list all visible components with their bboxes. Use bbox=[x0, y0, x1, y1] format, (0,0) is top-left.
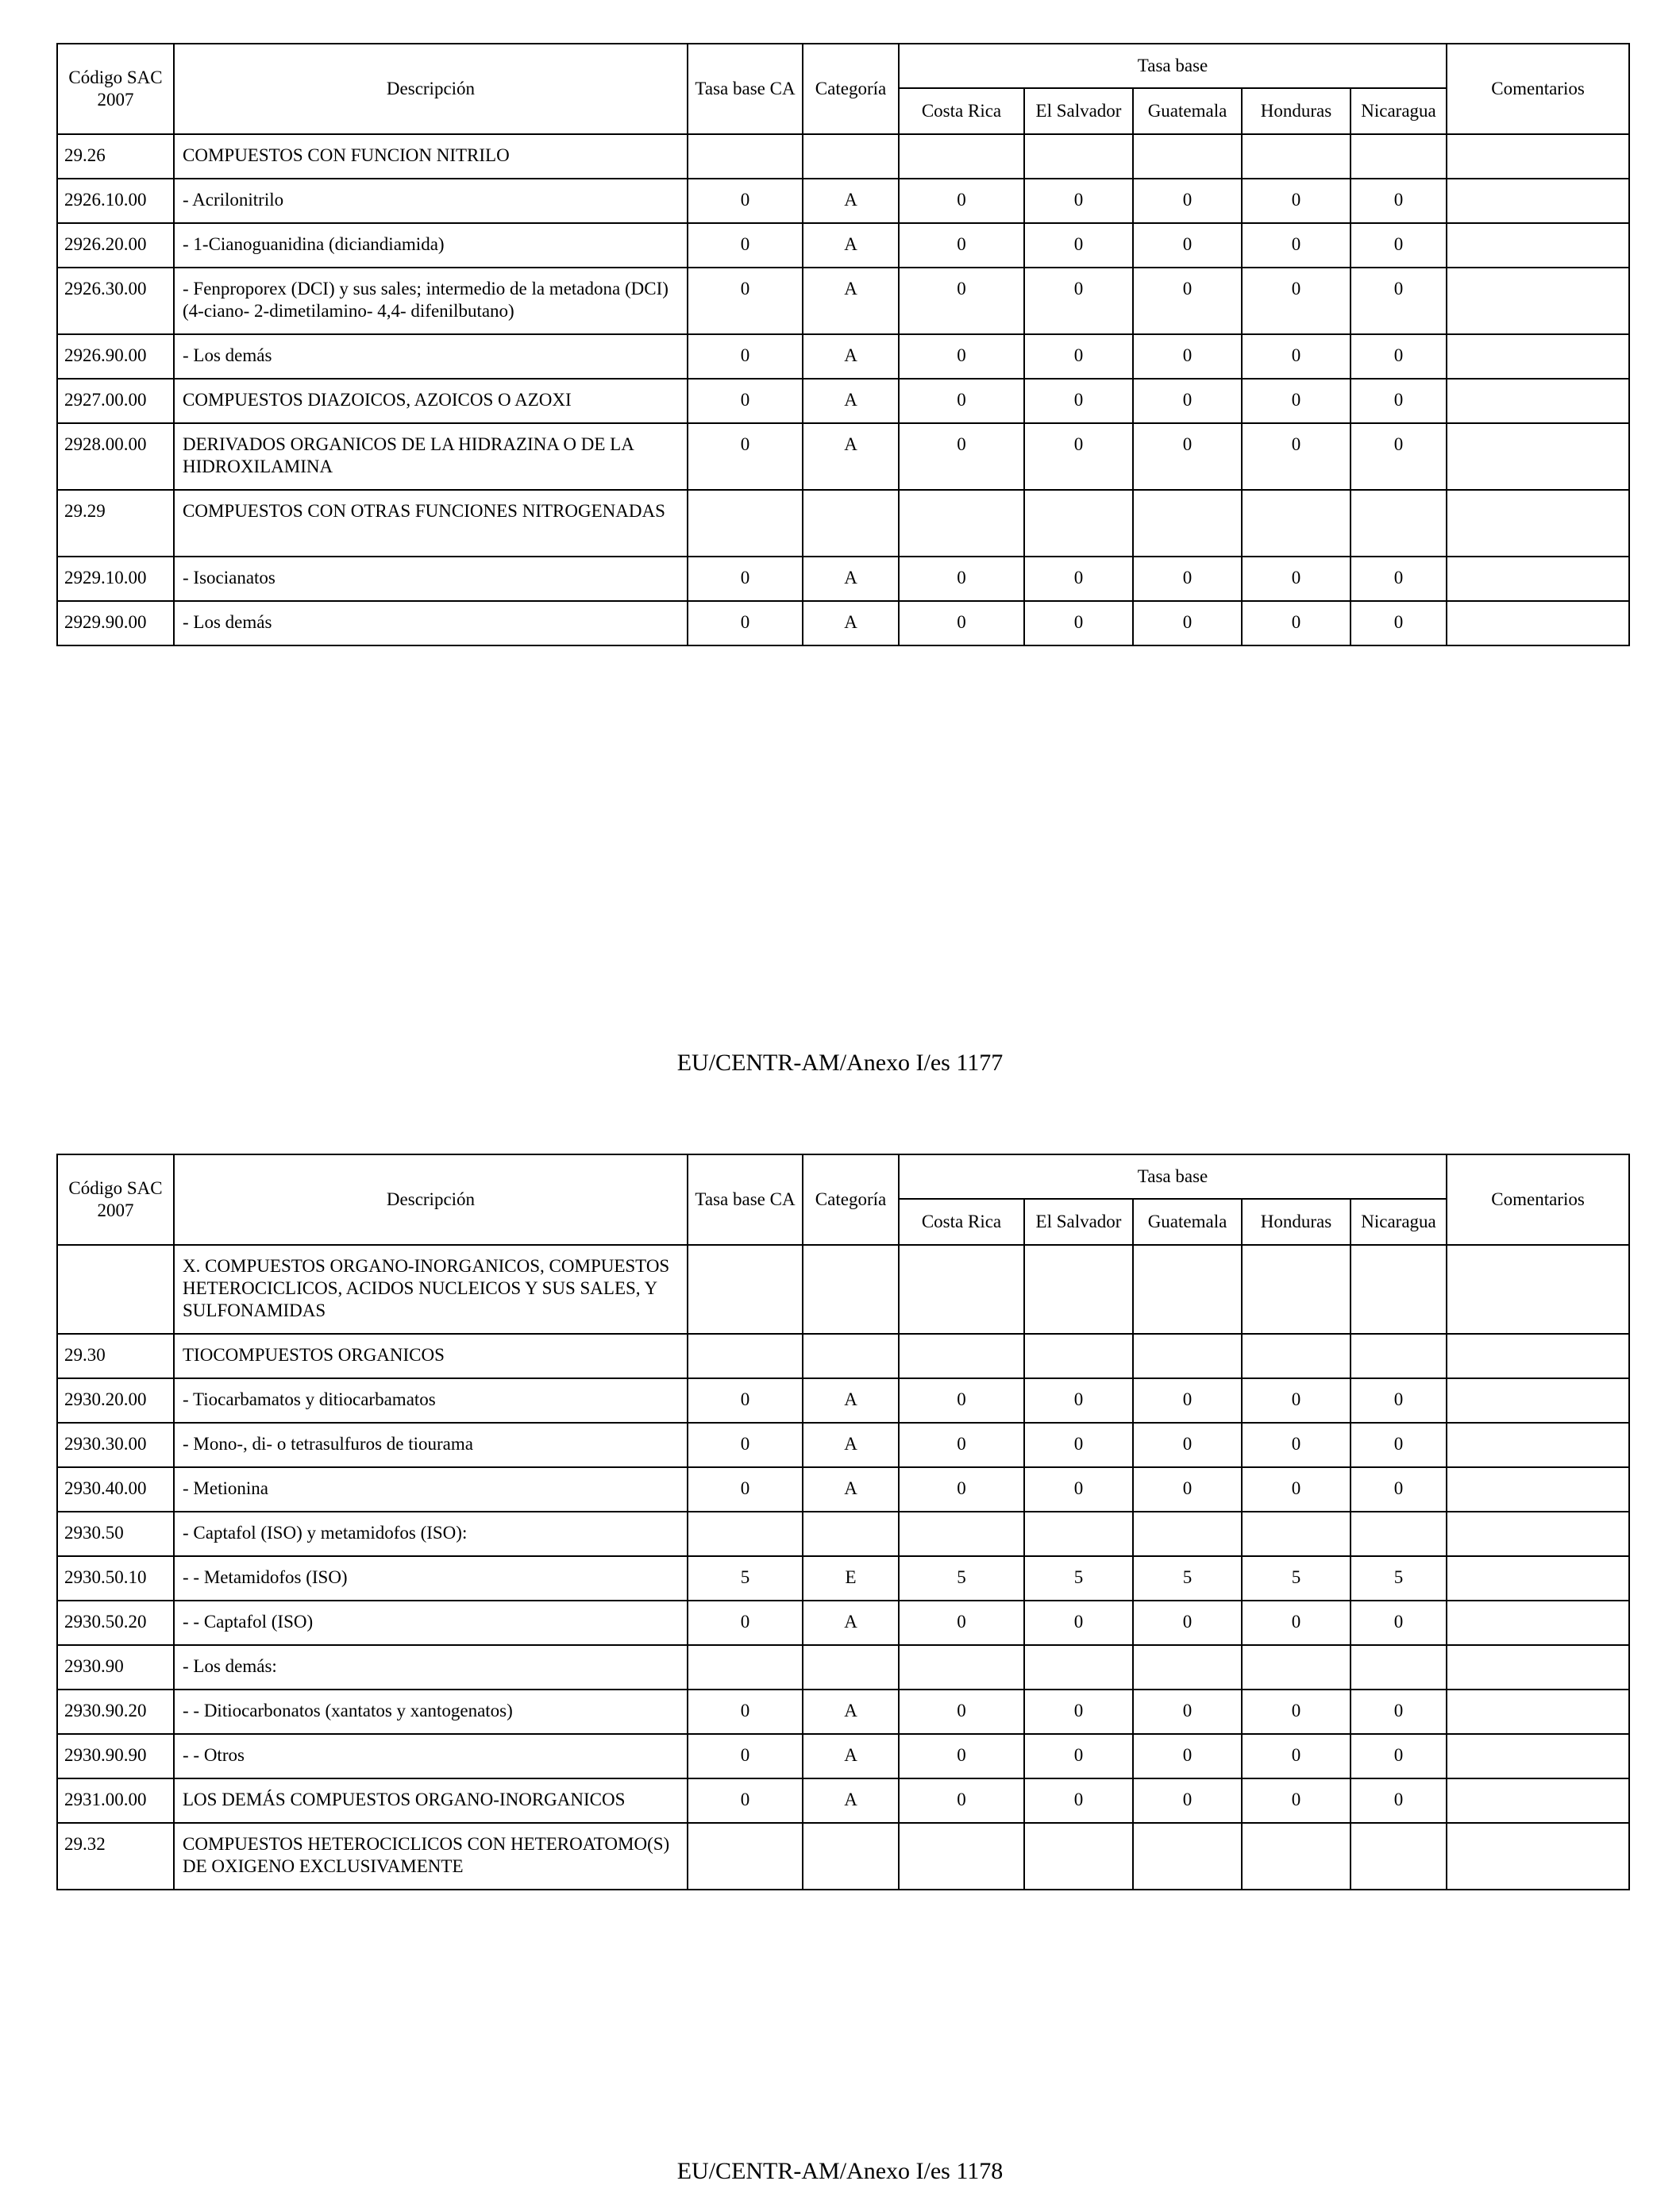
cell-rate-nicaragua: 0 bbox=[1351, 1467, 1447, 1512]
cell-rate-el-salvador: 0 bbox=[1024, 557, 1133, 601]
page-footer-1178: EU/CENTR-AM/Anexo I/es 1178 bbox=[676, 2158, 1004, 2184]
cell-rate-nicaragua bbox=[1351, 1245, 1447, 1334]
cell-rate-guatemala: 0 bbox=[1133, 179, 1242, 223]
header-rate-group: Tasa base bbox=[899, 44, 1447, 88]
table-row bbox=[57, 268, 1629, 334]
cell-description: - Los demás bbox=[174, 334, 688, 379]
cell-comments bbox=[1447, 423, 1629, 490]
table-row bbox=[57, 1378, 1629, 1423]
cell-rate-nicaragua: 0 bbox=[1351, 179, 1447, 223]
table-row bbox=[57, 1334, 1629, 1378]
cell-rate-guatemala: 0 bbox=[1133, 423, 1242, 490]
cell-code: 2930.50.10 bbox=[57, 1556, 174, 1601]
cell-rate-guatemala: 0 bbox=[1133, 557, 1242, 601]
cell-code: 2930.20.00 bbox=[57, 1378, 174, 1423]
cell-rate-nicaragua: 0 bbox=[1351, 1378, 1447, 1423]
cell-category bbox=[803, 490, 899, 557]
cell-rate-guatemala: 0 bbox=[1133, 601, 1242, 645]
cell-rate-costa-rica: 0 bbox=[899, 1690, 1024, 1734]
page-footer-1177: EU/CENTR-AM/Anexo I/es 1177 bbox=[676, 1050, 1004, 1076]
cell-code: 2929.90.00 bbox=[57, 601, 174, 645]
cell-rate-nicaragua: 0 bbox=[1351, 1734, 1447, 1778]
cell-rate-ca: 0 bbox=[688, 1734, 803, 1778]
cell-rate-costa-rica: 0 bbox=[899, 1778, 1024, 1823]
cell-description: COMPUESTOS HETEROCICLICOS CON HETEROATOMO(S) DE OXIGENO EXCLUSIVAMENTE bbox=[174, 1823, 688, 1890]
cell-rate-ca: 0 bbox=[688, 379, 803, 423]
cell-rate-costa-rica: 0 bbox=[899, 1423, 1024, 1467]
cell-rate-honduras: 0 bbox=[1242, 423, 1351, 490]
cell-rate-ca: 0 bbox=[688, 223, 803, 268]
cell-description: - Metionina bbox=[174, 1467, 688, 1512]
cell-rate-ca bbox=[688, 134, 803, 179]
cell-rate-ca: 0 bbox=[688, 423, 803, 490]
cell-comments bbox=[1447, 179, 1629, 223]
cell-category: A bbox=[803, 268, 899, 334]
cell-rate-ca bbox=[688, 490, 803, 557]
cell-rate-guatemala bbox=[1133, 1245, 1242, 1334]
cell-rate-honduras: 0 bbox=[1242, 1734, 1351, 1778]
cell-category bbox=[803, 134, 899, 179]
cell-rate-nicaragua bbox=[1351, 1823, 1447, 1890]
cell-rate-nicaragua: 5 bbox=[1351, 1556, 1447, 1601]
cell-rate-honduras: 0 bbox=[1242, 1601, 1351, 1645]
header-code: Código SAC 2007 bbox=[57, 44, 174, 134]
table-header bbox=[57, 1154, 1629, 1245]
cell-code: 2929.10.00 bbox=[57, 557, 174, 601]
cell-description: - - Ditiocarbonatos (xantatos y xantogenatos) bbox=[174, 1690, 688, 1734]
cell-description: - Fenproporex (DCI) y sus sales; intermedio de la metadona (DCI) (4-ciano- 2-dimetilamino- 4,4- difenilbutano) bbox=[174, 268, 688, 334]
cell-comments bbox=[1447, 1601, 1629, 1645]
cell-comments bbox=[1447, 1823, 1629, 1890]
cell-description: - Los demás bbox=[174, 601, 688, 645]
cell-rate-guatemala: 0 bbox=[1133, 1378, 1242, 1423]
cell-rate-costa-rica bbox=[899, 1645, 1024, 1690]
cell-rate-honduras: 0 bbox=[1242, 1778, 1351, 1823]
cell-code: 29.26 bbox=[57, 134, 174, 179]
table-row bbox=[57, 379, 1629, 423]
cell-rate-costa-rica: 0 bbox=[899, 334, 1024, 379]
cell-code: 2930.50.20 bbox=[57, 1601, 174, 1645]
cell-rate-nicaragua: 0 bbox=[1351, 379, 1447, 423]
cell-rate-el-salvador bbox=[1024, 1334, 1133, 1378]
cell-description: TIOCOMPUESTOS ORGANICOS bbox=[174, 1334, 688, 1378]
cell-comments bbox=[1447, 223, 1629, 268]
cell-rate-nicaragua bbox=[1351, 1334, 1447, 1378]
cell-description: DERIVADOS ORGANICOS DE LA HIDRAZINA O DE LA HIDROXILAMINA bbox=[174, 423, 688, 490]
cell-rate-nicaragua: 0 bbox=[1351, 1423, 1447, 1467]
cell-rate-ca: 0 bbox=[688, 1467, 803, 1512]
cell-rate-honduras: 0 bbox=[1242, 379, 1351, 423]
cell-category: A bbox=[803, 223, 899, 268]
cell-rate-costa-rica: 0 bbox=[899, 268, 1024, 334]
cell-category bbox=[803, 1245, 899, 1334]
cell-code: 2926.10.00 bbox=[57, 179, 174, 223]
cell-rate-ca bbox=[688, 1334, 803, 1378]
cell-rate-ca: 0 bbox=[688, 1423, 803, 1467]
cell-category: A bbox=[803, 1690, 899, 1734]
cell-code: 2926.90.00 bbox=[57, 334, 174, 379]
cell-rate-nicaragua: 0 bbox=[1351, 1778, 1447, 1823]
cell-rate-honduras: 0 bbox=[1242, 223, 1351, 268]
cell-rate-honduras bbox=[1242, 1823, 1351, 1890]
cell-rate-ca bbox=[688, 1245, 803, 1334]
cell-rate-ca: 0 bbox=[688, 179, 803, 223]
cell-rate-costa-rica bbox=[899, 134, 1024, 179]
header-category: Categoría bbox=[803, 44, 899, 134]
cell-category: A bbox=[803, 334, 899, 379]
cell-category: A bbox=[803, 1467, 899, 1512]
cell-rate-guatemala: 0 bbox=[1133, 334, 1242, 379]
table-row bbox=[57, 179, 1629, 223]
table-row bbox=[57, 1778, 1629, 1823]
cell-code: 29.29 bbox=[57, 490, 174, 557]
cell-rate-honduras bbox=[1242, 1512, 1351, 1556]
cell-rate-costa-rica: 0 bbox=[899, 423, 1024, 490]
cell-rate-costa-rica: 0 bbox=[899, 379, 1024, 423]
cell-rate-honduras: 0 bbox=[1242, 334, 1351, 379]
header-country-honduras: Honduras bbox=[1242, 1199, 1351, 1245]
cell-category bbox=[803, 1645, 899, 1690]
cell-comments bbox=[1447, 1778, 1629, 1823]
cell-rate-ca bbox=[688, 1823, 803, 1890]
cell-code: 2927.00.00 bbox=[57, 379, 174, 423]
cell-category: A bbox=[803, 1423, 899, 1467]
cell-comments bbox=[1447, 334, 1629, 379]
cell-rate-guatemala: 0 bbox=[1133, 1467, 1242, 1512]
cell-code: 2930.90.90 bbox=[57, 1734, 174, 1778]
cell-rate-costa-rica: 0 bbox=[899, 223, 1024, 268]
cell-rate-honduras bbox=[1242, 1334, 1351, 1378]
cell-description: - Tiocarbamatos y ditiocarbamatos bbox=[174, 1378, 688, 1423]
cell-rate-guatemala bbox=[1133, 1512, 1242, 1556]
cell-rate-el-salvador: 0 bbox=[1024, 1778, 1133, 1823]
cell-rate-ca: 0 bbox=[688, 1378, 803, 1423]
cell-rate-nicaragua: 0 bbox=[1351, 268, 1447, 334]
cell-rate-costa-rica bbox=[899, 1334, 1024, 1378]
cell-rate-costa-rica bbox=[899, 1245, 1024, 1334]
cell-rate-costa-rica: 5 bbox=[899, 1556, 1024, 1601]
table-row bbox=[57, 601, 1629, 645]
cell-rate-el-salvador bbox=[1024, 134, 1133, 179]
table-row bbox=[57, 1245, 1629, 1334]
cell-rate-guatemala bbox=[1133, 490, 1242, 557]
cell-code: 2930.40.00 bbox=[57, 1467, 174, 1512]
cell-category bbox=[803, 1334, 899, 1378]
cell-code: 2931.00.00 bbox=[57, 1778, 174, 1823]
cell-category: A bbox=[803, 379, 899, 423]
table-row bbox=[57, 1601, 1629, 1645]
header-rate-ca: Tasa base CA bbox=[688, 44, 803, 134]
cell-description: - 1-Cianoguanidina (diciandiamida) bbox=[174, 223, 688, 268]
table-row bbox=[57, 1734, 1629, 1778]
cell-description: - Mono-, di- o tetrasulfuros de tiourama bbox=[174, 1423, 688, 1467]
cell-rate-nicaragua bbox=[1351, 134, 1447, 179]
cell-rate-el-salvador: 5 bbox=[1024, 1556, 1133, 1601]
cell-rate-guatemala: 0 bbox=[1133, 1423, 1242, 1467]
cell-rate-nicaragua: 0 bbox=[1351, 557, 1447, 601]
cell-rate-guatemala: 0 bbox=[1133, 223, 1242, 268]
cell-comments bbox=[1447, 1378, 1629, 1423]
cell-rate-ca: 0 bbox=[688, 334, 803, 379]
cell-rate-honduras: 5 bbox=[1242, 1556, 1351, 1601]
cell-rate-costa-rica: 0 bbox=[899, 1378, 1024, 1423]
cell-code: 2926.30.00 bbox=[57, 268, 174, 334]
cell-rate-honduras: 0 bbox=[1242, 601, 1351, 645]
cell-rate-guatemala bbox=[1133, 134, 1242, 179]
cell-rate-el-salvador: 0 bbox=[1024, 179, 1133, 223]
cell-category: A bbox=[803, 1378, 899, 1423]
cell-rate-nicaragua: 0 bbox=[1351, 423, 1447, 490]
cell-code: 2930.90 bbox=[57, 1645, 174, 1690]
cell-rate-costa-rica: 0 bbox=[899, 557, 1024, 601]
table-row bbox=[57, 134, 1629, 179]
table-row bbox=[57, 1823, 1629, 1890]
table-row bbox=[57, 1512, 1629, 1556]
cell-category bbox=[803, 1512, 899, 1556]
cell-rate-honduras bbox=[1242, 490, 1351, 557]
cell-category: A bbox=[803, 601, 899, 645]
cell-rate-guatemala: 0 bbox=[1133, 379, 1242, 423]
header-comments: Comentarios bbox=[1447, 44, 1629, 134]
table-row bbox=[57, 334, 1629, 379]
cell-rate-costa-rica: 0 bbox=[899, 1601, 1024, 1645]
header-category: Categoría bbox=[803, 1154, 899, 1245]
cell-rate-honduras bbox=[1242, 134, 1351, 179]
cell-rate-nicaragua: 0 bbox=[1351, 601, 1447, 645]
cell-rate-el-salvador: 0 bbox=[1024, 423, 1133, 490]
cell-rate-nicaragua: 0 bbox=[1351, 223, 1447, 268]
cell-rate-honduras: 0 bbox=[1242, 1467, 1351, 1512]
header-country-el-salvador: El Salvador bbox=[1024, 88, 1133, 134]
cell-comments bbox=[1447, 379, 1629, 423]
header-country-guatemala: Guatemala bbox=[1133, 88, 1242, 134]
cell-rate-el-salvador bbox=[1024, 1245, 1133, 1334]
cell-code: 29.30 bbox=[57, 1334, 174, 1378]
header-rate-group: Tasa base bbox=[899, 1154, 1447, 1199]
cell-rate-honduras: 0 bbox=[1242, 1423, 1351, 1467]
cell-code: 29.32 bbox=[57, 1823, 174, 1890]
header-country-costa-rica: Costa Rica bbox=[899, 88, 1024, 134]
cell-rate-guatemala bbox=[1133, 1823, 1242, 1890]
table-row bbox=[57, 557, 1629, 601]
cell-rate-ca: 0 bbox=[688, 1778, 803, 1823]
cell-rate-el-salvador: 0 bbox=[1024, 1601, 1133, 1645]
cell-description: - - Metamidofos (ISO) bbox=[174, 1556, 688, 1601]
cell-code: 2930.90.20 bbox=[57, 1690, 174, 1734]
cell-comments bbox=[1447, 1645, 1629, 1690]
cell-rate-el-salvador: 0 bbox=[1024, 223, 1133, 268]
cell-category: A bbox=[803, 1778, 899, 1823]
header-country-guatemala: Guatemala bbox=[1133, 1199, 1242, 1245]
header-country-nicaragua: Nicaragua bbox=[1351, 1199, 1447, 1245]
cell-rate-costa-rica bbox=[899, 1512, 1024, 1556]
cell-comments bbox=[1447, 1734, 1629, 1778]
tariff-table-page-2 bbox=[56, 1154, 1630, 1890]
cell-description: X. COMPUESTOS ORGANO-INORGANICOS, COMPUESTOS HETEROCICLICOS, ACIDOS NUCLEICOS Y SUS SALES, Y SULFONAMIDAS bbox=[174, 1245, 688, 1334]
cell-rate-honduras: 0 bbox=[1242, 1378, 1351, 1423]
cell-rate-guatemala: 5 bbox=[1133, 1556, 1242, 1601]
cell-rate-guatemala: 0 bbox=[1133, 1690, 1242, 1734]
cell-category: E bbox=[803, 1556, 899, 1601]
cell-rate-nicaragua: 0 bbox=[1351, 1601, 1447, 1645]
cell-rate-nicaragua bbox=[1351, 1645, 1447, 1690]
table-row bbox=[57, 1556, 1629, 1601]
header-country-el-salvador: El Salvador bbox=[1024, 1199, 1133, 1245]
cell-comments bbox=[1447, 1245, 1629, 1334]
cell-rate-honduras: 0 bbox=[1242, 268, 1351, 334]
table-row bbox=[57, 423, 1629, 490]
cell-rate-ca: 5 bbox=[688, 1556, 803, 1601]
cell-rate-costa-rica: 0 bbox=[899, 1467, 1024, 1512]
cell-rate-costa-rica: 0 bbox=[899, 1734, 1024, 1778]
cell-comments bbox=[1447, 490, 1629, 557]
cell-code bbox=[57, 1245, 174, 1334]
cell-rate-el-salvador: 0 bbox=[1024, 1423, 1133, 1467]
cell-comments bbox=[1447, 1556, 1629, 1601]
cell-rate-guatemala: 0 bbox=[1133, 1601, 1242, 1645]
cell-comments bbox=[1447, 601, 1629, 645]
cell-description: - - Otros bbox=[174, 1734, 688, 1778]
cell-comments bbox=[1447, 134, 1629, 179]
header-comments: Comentarios bbox=[1447, 1154, 1629, 1245]
cell-rate-el-salvador: 0 bbox=[1024, 1690, 1133, 1734]
cell-description: - Los demás: bbox=[174, 1645, 688, 1690]
table-row bbox=[57, 1423, 1629, 1467]
cell-rate-guatemala bbox=[1133, 1334, 1242, 1378]
cell-rate-ca bbox=[688, 1645, 803, 1690]
tariff-table-page-1 bbox=[56, 43, 1630, 646]
cell-code: 2926.20.00 bbox=[57, 223, 174, 268]
cell-code: 2930.30.00 bbox=[57, 1423, 174, 1467]
cell-description: - Captafol (ISO) y metamidofos (ISO): bbox=[174, 1512, 688, 1556]
cell-rate-el-salvador bbox=[1024, 490, 1133, 557]
cell-description: COMPUESTOS DIAZOICOS, AZOICOS O AZOXI bbox=[174, 379, 688, 423]
table-row bbox=[57, 1645, 1629, 1690]
cell-category: A bbox=[803, 1734, 899, 1778]
header-description: Descripción bbox=[174, 44, 688, 134]
cell-comments bbox=[1447, 268, 1629, 334]
header-country-costa-rica: Costa Rica bbox=[899, 1199, 1024, 1245]
cell-rate-nicaragua: 0 bbox=[1351, 1690, 1447, 1734]
cell-comments bbox=[1447, 1467, 1629, 1512]
cell-description: - - Captafol (ISO) bbox=[174, 1601, 688, 1645]
cell-rate-ca: 0 bbox=[688, 1601, 803, 1645]
cell-category: A bbox=[803, 557, 899, 601]
cell-rate-costa-rica bbox=[899, 1823, 1024, 1890]
cell-rate-el-salvador: 0 bbox=[1024, 1734, 1133, 1778]
cell-rate-nicaragua bbox=[1351, 1512, 1447, 1556]
cell-description: LOS DEMÁS COMPUESTOS ORGANO-INORGANICOS bbox=[174, 1778, 688, 1823]
cell-rate-ca bbox=[688, 1512, 803, 1556]
cell-rate-el-salvador: 0 bbox=[1024, 601, 1133, 645]
header-code: Código SAC 2007 bbox=[57, 1154, 174, 1245]
cell-rate-honduras bbox=[1242, 1645, 1351, 1690]
cell-rate-costa-rica: 0 bbox=[899, 601, 1024, 645]
cell-rate-ca: 0 bbox=[688, 1690, 803, 1734]
cell-rate-honduras: 0 bbox=[1242, 1690, 1351, 1734]
table-row bbox=[57, 223, 1629, 268]
cell-rate-el-salvador: 0 bbox=[1024, 268, 1133, 334]
header-country-nicaragua: Nicaragua bbox=[1351, 88, 1447, 134]
cell-rate-el-salvador: 0 bbox=[1024, 1378, 1133, 1423]
cell-comments bbox=[1447, 557, 1629, 601]
cell-rate-el-salvador: 0 bbox=[1024, 1467, 1133, 1512]
cell-category: A bbox=[803, 423, 899, 490]
table-header bbox=[57, 44, 1629, 134]
cell-rate-ca: 0 bbox=[688, 601, 803, 645]
cell-rate-honduras: 0 bbox=[1242, 557, 1351, 601]
header-country-honduras: Honduras bbox=[1242, 88, 1351, 134]
cell-rate-ca: 0 bbox=[688, 557, 803, 601]
cell-rate-ca: 0 bbox=[688, 268, 803, 334]
cell-category: A bbox=[803, 179, 899, 223]
cell-comments bbox=[1447, 1423, 1629, 1467]
table-row bbox=[57, 1467, 1629, 1512]
cell-comments bbox=[1447, 1334, 1629, 1378]
cell-rate-el-salvador bbox=[1024, 1823, 1133, 1890]
cell-rate-honduras: 0 bbox=[1242, 179, 1351, 223]
cell-description: COMPUESTOS CON FUNCION NITRILO bbox=[174, 134, 688, 179]
table-row bbox=[57, 1690, 1629, 1734]
cell-category: A bbox=[803, 1601, 899, 1645]
cell-rate-costa-rica bbox=[899, 490, 1024, 557]
cell-code: 2930.50 bbox=[57, 1512, 174, 1556]
cell-comments bbox=[1447, 1512, 1629, 1556]
header-rate-ca: Tasa base CA bbox=[688, 1154, 803, 1245]
cell-rate-guatemala bbox=[1133, 1645, 1242, 1690]
cell-rate-costa-rica: 0 bbox=[899, 179, 1024, 223]
cell-rate-el-salvador: 0 bbox=[1024, 334, 1133, 379]
cell-rate-guatemala: 0 bbox=[1133, 1778, 1242, 1823]
cell-rate-el-salvador bbox=[1024, 1512, 1133, 1556]
cell-rate-nicaragua: 0 bbox=[1351, 334, 1447, 379]
cell-category bbox=[803, 1823, 899, 1890]
header-description: Descripción bbox=[174, 1154, 688, 1245]
cell-comments bbox=[1447, 1690, 1629, 1734]
cell-rate-guatemala: 0 bbox=[1133, 1734, 1242, 1778]
cell-rate-el-salvador: 0 bbox=[1024, 379, 1133, 423]
cell-rate-el-salvador bbox=[1024, 1645, 1133, 1690]
table-row bbox=[57, 490, 1629, 557]
cell-description: COMPUESTOS CON OTRAS FUNCIONES NITROGENADAS bbox=[174, 490, 688, 557]
cell-rate-honduras bbox=[1242, 1245, 1351, 1334]
cell-rate-nicaragua bbox=[1351, 490, 1447, 557]
cell-description: - Isocianatos bbox=[174, 557, 688, 601]
cell-code: 2928.00.00 bbox=[57, 423, 174, 490]
cell-description: - Acrilonitrilo bbox=[174, 179, 688, 223]
cell-rate-guatemala: 0 bbox=[1133, 268, 1242, 334]
